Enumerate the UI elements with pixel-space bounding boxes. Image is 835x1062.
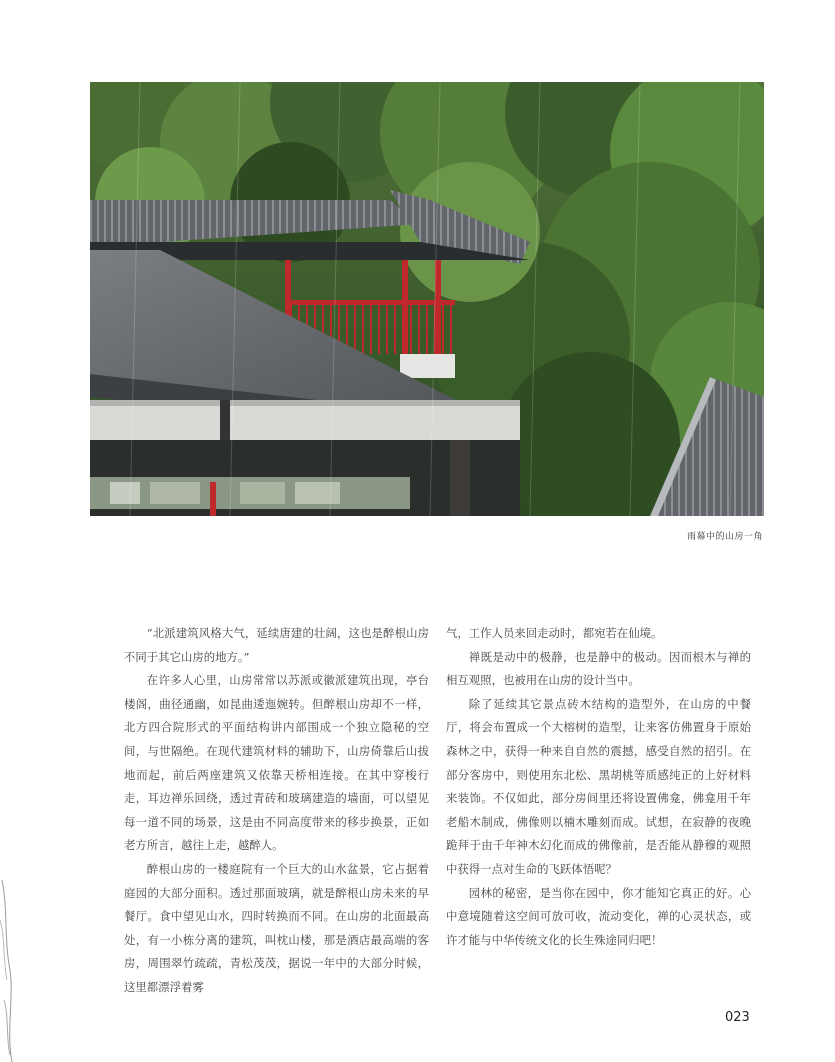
mountain-lodge-photo (90, 82, 764, 516)
hero-photo (90, 82, 764, 516)
photo-caption: 雨幕中的山房一角 (686, 532, 763, 542)
article-left-column (124, 622, 429, 1000)
article-paragraph: “北派建筑风格大气，延续唐建的壮阔，这也是醉根山房不同于其它山房的地方。” (124, 626, 429, 664)
article-paragraph: 醉根山房的一楼庭院有一个巨大的山水盆景，它占据着庭园的大部分面积。透过那面玻璃，就是醉根山房未来的早餐厅。食中望见山水，四时转换而不同。在山房的北面最高处，有一小栋分离的建筑，叫枕山楼，那是酒店最高端的客房，周围翠竹疏疏，青松茂茂，据说一年中的大部分时候，这里都漂浮着雾 (124, 861, 429, 994)
article-paragraph: 在许多人心里，山房常常以苏派或徽派建筑出现，亭台楼阁，曲径通幽，如昆曲逶迤婉转。但醉根山房却不一样，北方四合院形式的平面结构讲内部围成一个独立隐秘的空间，与世隔绝。在现代建筑材料的辅助下，山房倚靠后山拔地而起，前后两座建筑又依靠天桥相连接。在其中穿梭行走，耳边禅乐回绕，透过青砖和玻璃建造的墙面，可以望见每一道不同的场景，这是由不同高度带来的移步换景，正如老方所言，越往上走，越醉人。 (124, 673, 429, 853)
article-paragraph: 除了延续其它景点砖木结构的造型外，在山房的中餐厅，将会布置成一个大榕树的造型，让来客仿佛置身于原始森林之中，获得一种来自自然的震撼，感受自然的招引。在部分客房中，则使用东北松、黑胡桃等质感纯正的上好材料来装饰。不仅如此，部分房间里还将设置佛龛，佛龛用千年老船木制成，佛像则以楠木雕刻而成。试想，在寂静的夜晚跪拜于由千年神木幻化而成的佛像前，是否能从静穆的观照中获得一点对生命的飞跃体悟呢？ (446, 696, 751, 876)
page-number: 023 (725, 1010, 750, 1025)
article-paragraph: 禅既是动中的极静，也是静中的极动。因而根木与禅的相互观照，也被用在山房的设计当中。 (446, 649, 751, 688)
article-right-column (446, 622, 751, 952)
article-paragraph: 气，工作人员来回走动时，都宛若在仙境。 (446, 626, 663, 640)
article-paragraph: 园林的秘密，是当你在园中，你才能知它真正的好。心中意境随着这空间可放可收，流动变化，禅的心灵状态，或许才能与中华传统文化的长生殊途同归吧！ (446, 885, 751, 947)
edge-sketch-decoration (0, 880, 18, 1062)
